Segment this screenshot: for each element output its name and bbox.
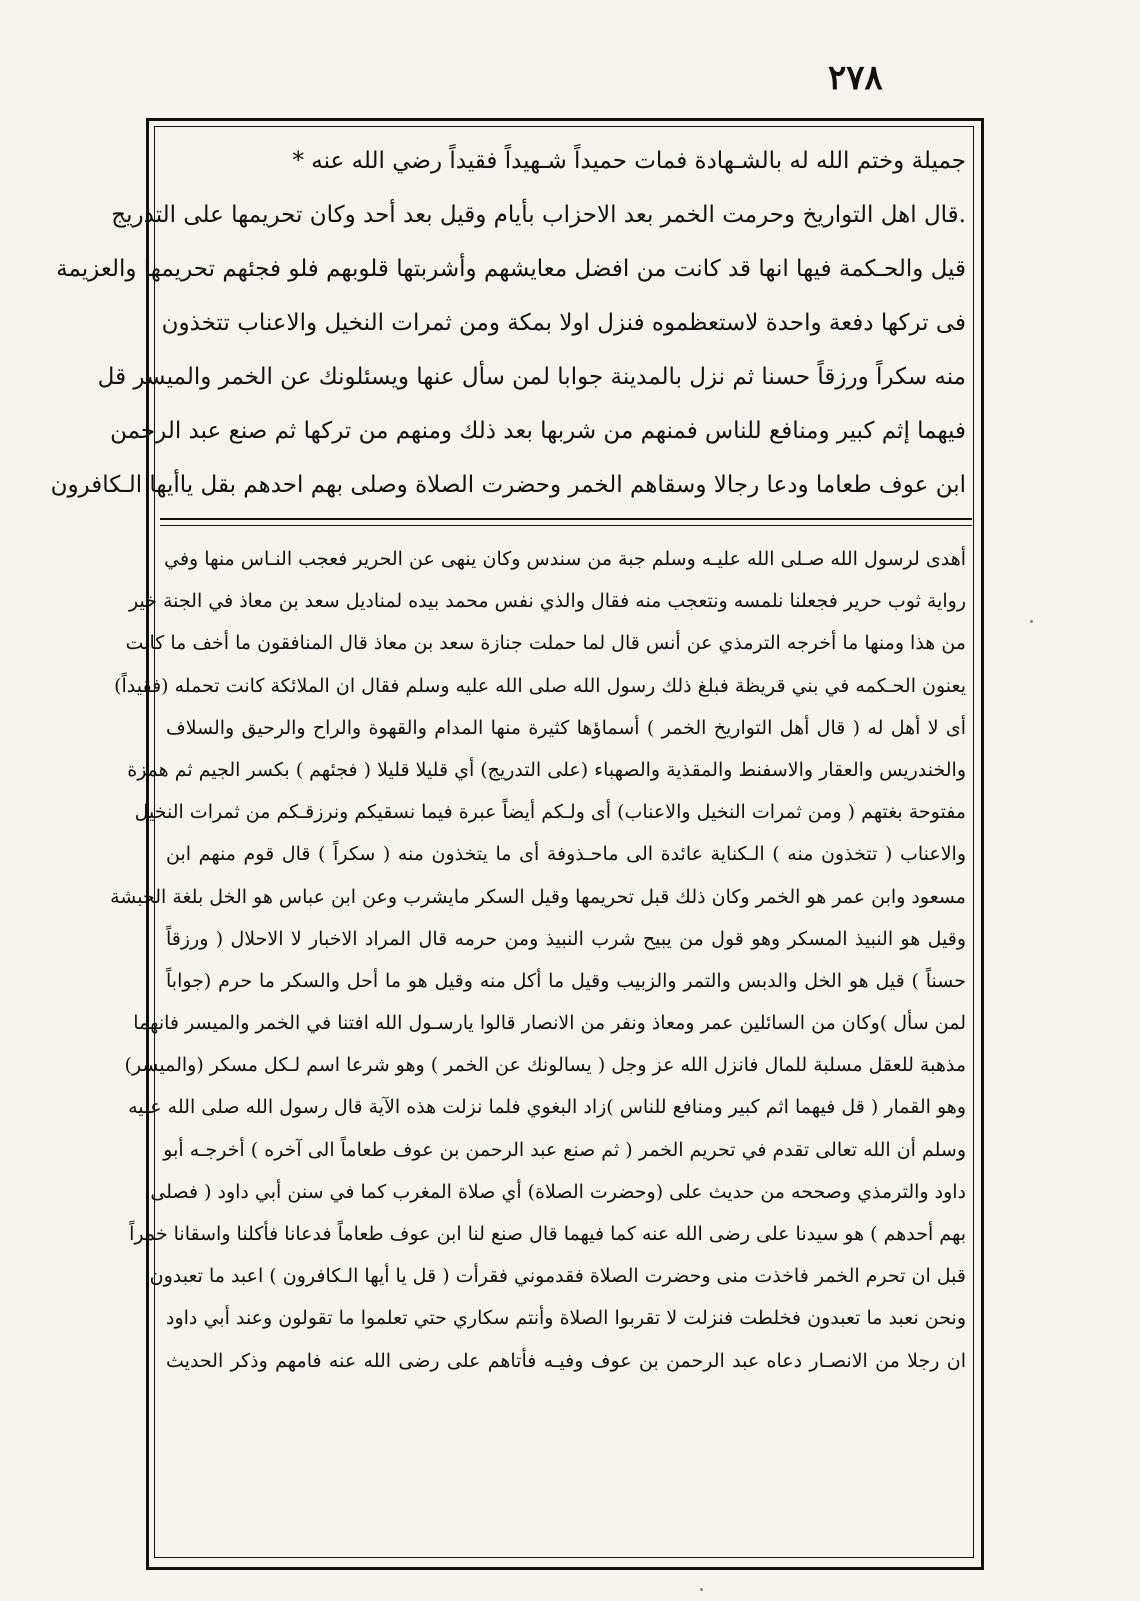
commentary-line: ان رجلا من الانصـار دعاه عبد الرحمن بن عوف وفيـه فأتاهم على رضى الله عنه فامهم وذكر الحديث	[166, 1349, 966, 1372]
main-text-line: فيهما إثم كبير ومنافع للناس فمنهم من شربها بعد ذلك ومنهم من تركها ثم صنع عبد الرحمن	[110, 418, 966, 444]
main-text-block	[50, 134, 966, 512]
commentary-line: والخندريس والعقار والاسفنط والمقذية والصهباء (على التدريج) أي قليلا قليلا ( فجئهم ) بكسر الجيم ثم همزة	[127, 758, 966, 781]
page-number: ٢٧٨	[828, 58, 883, 98]
commentary-line: من هذا ومنها ما أخرجه الترمذي عن أنس قال لما حملت جنازة سعد بن معاذ قال المنافقون ما أخف ما كانت	[125, 632, 966, 655]
separator-rule-thin	[160, 525, 972, 526]
main-text-line: منه سكراً ورزقاً حسنا ثم نزل بالمدينة جوابا لمن سأل عنها ويسئلونك عن الخمر والميسر قل	[97, 364, 966, 390]
commentary-line: حسناً ) قيل هو الخل والدبس والتمر والزبيب وقيل ما أكل منه وقيل هو ما أحل والسكر ما حرم (جواباً	[166, 969, 966, 992]
commentary-line: رواية ثوب حرير فجعلنا نلمسه ونتعجب منه فقال والذي نفس محمد بيده لمناديل سعد بن معاذ في الجنة خير	[128, 590, 966, 613]
main-text-line: ابن عوف طعاما ودعا رجالا وسقاهم الخمر وحضرت الصلاة وصلى بهم احدهم بقل ياأيها الـكافرون	[50, 472, 966, 498]
separator-rule-thick	[160, 518, 972, 520]
commentary-line: قبل ان تحرم الخمر فاخذت منى وحضرت الصلاة فقدموني فقرأت ( قل يا أيها الـكافرون ) اعبد ما تعبدون	[149, 1265, 966, 1288]
main-text-line: فى تركها دفعة واحدة لاستعظموه فنزل اولا بمكة ومن ثمرات النخيل والاعناب تتخذون	[161, 310, 966, 336]
commentary-line: مفتوحة بغتهم ( ومن ثمرات النخيل والاعناب) أى ولـكم أيضاً عبرة فيما نسقيكم ونرزقـكم من ثمرات النخيل	[134, 801, 966, 824]
commentary-line: يعنون الحـكمه في بني قريظة فبلغ ذلك رسول الله صلى الله عليه وسلم فقال ان الملائكة كانت تحمله (فقيداً)	[114, 674, 966, 697]
scan-speck	[700, 1588, 703, 1591]
commentary-block	[110, 538, 966, 1382]
main-text-line: قيل والحـكمة فيها انها قد كانت من افضل معايشهم وأشربتها قلوبهم فلو فجئهم تحريمها والعزيمة	[56, 256, 966, 282]
commentary-line: مسعود وابن عمر هو الخمر وكان ذلك قبل تحريمها وقيل السكر مايشرب وعن ابن عباس هو الخل بلغة الحبشة	[110, 885, 966, 908]
commentary-line: والاعناب ( تتخذون منه ) الـكناية عائدة الى ماحـذوفة أى ما يتخذون منه ( سكراً ) قال قوم منهم ابن	[166, 843, 966, 866]
main-text-line: .قال اهل التواريخ وحرمت الخمر بعد الاحزاب بأيام وقيل بعد أحد وكان تحريمها على التدريج	[111, 202, 966, 228]
commentary-line: داود والترمذي وصححه من حديث على (وحضرت الصلاة) أي صلاة المغرب كما في سنن أبي داود ( فصلى	[150, 1180, 966, 1203]
commentary-line: أهدى لرسول الله صـلى الله عليـه وسلم جبة من سندس وكان ينهى عن الحرير فعجب النـاس منها وفي	[164, 548, 966, 570]
commentary-line: وقيل هو النبيذ المسكر وهو قول من يبيح شرب النبيذ ومن حرمه قال المراد الاخبار لا الاحلال ( ورزقاً	[166, 927, 966, 950]
commentary-line: بهم أحدهم ) هو سيدنا على رضى الله عنه كما فيهما قال صنع لنا ابن عوف طعاماً فدعانا فأكلنا واسقانا خمراً	[129, 1223, 966, 1245]
main-text-line: جميلة وختم الله له بالشـهادة فمات حميداً شـهيداً فقيداً رضي الله عنه *	[292, 148, 966, 174]
commentary-line: لمن سأل )وكان من السائلين عمر ومعاذ ونفر من الانصار قالوا يارسـول الله افتنا في الخمر والميسر فانهما	[133, 1012, 966, 1035]
commentary-line: أى لا أهل له ( قال أهل التواريخ الخمر ) أسماؤها كثيرة منها المدام والقهوة والراح والرحيق والسلاف	[166, 716, 966, 739]
commentary-line: ونحن نعبد ما تعبدون فخلطت فنزلت لا تقربوا الصلاة وأنتم سكاري حتي تعلموا ما تقولون وعند أبي داود	[166, 1307, 966, 1330]
commentary-line: مذهبة للعقل مسلبة للمال فانزل الله عز وجل ( يسالونك عن الخمر ) وهو شرعا اسم لـكل مسكر (والميسر)	[124, 1054, 966, 1077]
commentary-line: وسلم أن الله تعالى تقدم في تحريم الخمر ( ثم صنع عبد الرحمن بن عوف طعاماً الى آخره ) أخرجـه أبو	[163, 1138, 966, 1161]
commentary-line: وهو القمار ( قل فيهما اثم كبير ومنافع للناس )زاد البغوي فلما نزلت هذه الآية قال رسول الله صلى الله عليه	[128, 1096, 966, 1119]
scan-speck	[1030, 620, 1033, 623]
